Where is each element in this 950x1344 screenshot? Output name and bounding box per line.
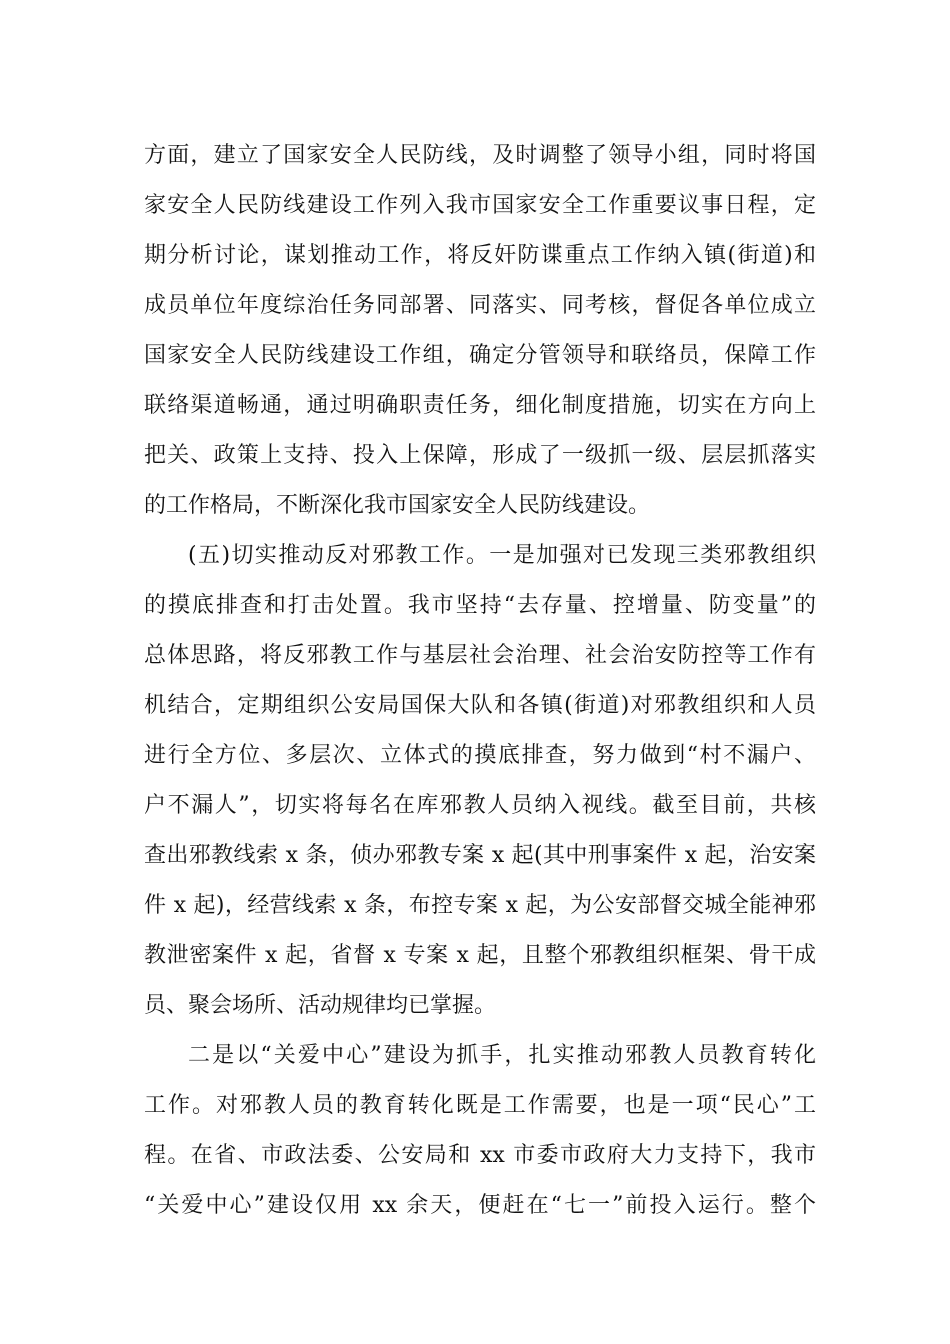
text-line: 的摸底排查和打击处置。我市坚持“去存量、控增量、防变量”的: [144, 593, 816, 618]
text-line: 方面，建立了国家安全人民防线，及时调整了领导小组，同时将国: [144, 143, 816, 168]
text-line: 程。在省、市政法委、公安局和 xx 市委市政府大力支持下，我市: [144, 1143, 816, 1168]
text-line: 进行全方位、多层次、立体式的摸底排查，努力做到“村不漏户、: [144, 743, 816, 768]
text-line: 联络渠道畅通，通过明确职责任务，细化制度措施，切实在方向上: [144, 393, 816, 418]
text-line: 成员单位年度综治任务同部署、同落实、同考核，督促各单位成立: [144, 293, 816, 318]
text-line: 查出邪教线索 x 条，侦办邪教专案 x 起(其中刑事案件 x 起，治安案: [144, 843, 816, 868]
text-line: 期分析讨论，谋划推动工作，将反奸防谍重点工作纳入镇(街道)和: [144, 243, 816, 268]
text-line: 国家安全人民防线建设工作组，确定分管领导和联络员，保障工作: [144, 343, 816, 368]
text-line: 机结合，定期组织公安局国保大队和各镇(街道)对邪教组织和人员: [144, 693, 816, 718]
text-line: “关爱中心”建设仅用 xx 余天，便赶在“七一”前投入运行。整个: [144, 1193, 816, 1218]
text-line: 总体思路，将反邪教工作与基层社会治理、社会治安防控等工作有: [144, 643, 816, 668]
text-line: 户不漏人”，切实将每名在库邪教人员纳入视线。截至目前，共核: [144, 793, 816, 818]
document-body: [144, 131, 816, 1231]
text-line: 员、聚会场所、活动规律均已掌握。: [144, 993, 497, 1018]
text-line: 家安全人民防线建设工作列入我市国家安全工作重要议事日程，定: [144, 193, 816, 218]
text-line: 件 x 起)，经营线索 x 条，布控专案 x 起，为公安部督交城全能神邪: [144, 893, 816, 918]
text-line: 二是以“关爱中心”建设为抓手，扎实推动邪教人员教育转化: [188, 1043, 816, 1068]
text-line: 工作。对邪教人员的教育转化既是工作需要，也是一项“民心”工: [144, 1093, 816, 1118]
text-line: 的工作格局，不断深化我市国家安全人民防线建设。: [144, 493, 651, 518]
text-line: (五)切实推动反对邪教工作。一是加强对已发现三类邪教组织: [188, 543, 816, 568]
text-line: 教泄密案件 x 起，省督 x 专案 x 起，且整个邪教组织框架、骨干成: [144, 943, 816, 968]
text-line: 把关、政策上支持、投入上保障，形成了一级抓一级、层层抓落实: [144, 443, 816, 468]
